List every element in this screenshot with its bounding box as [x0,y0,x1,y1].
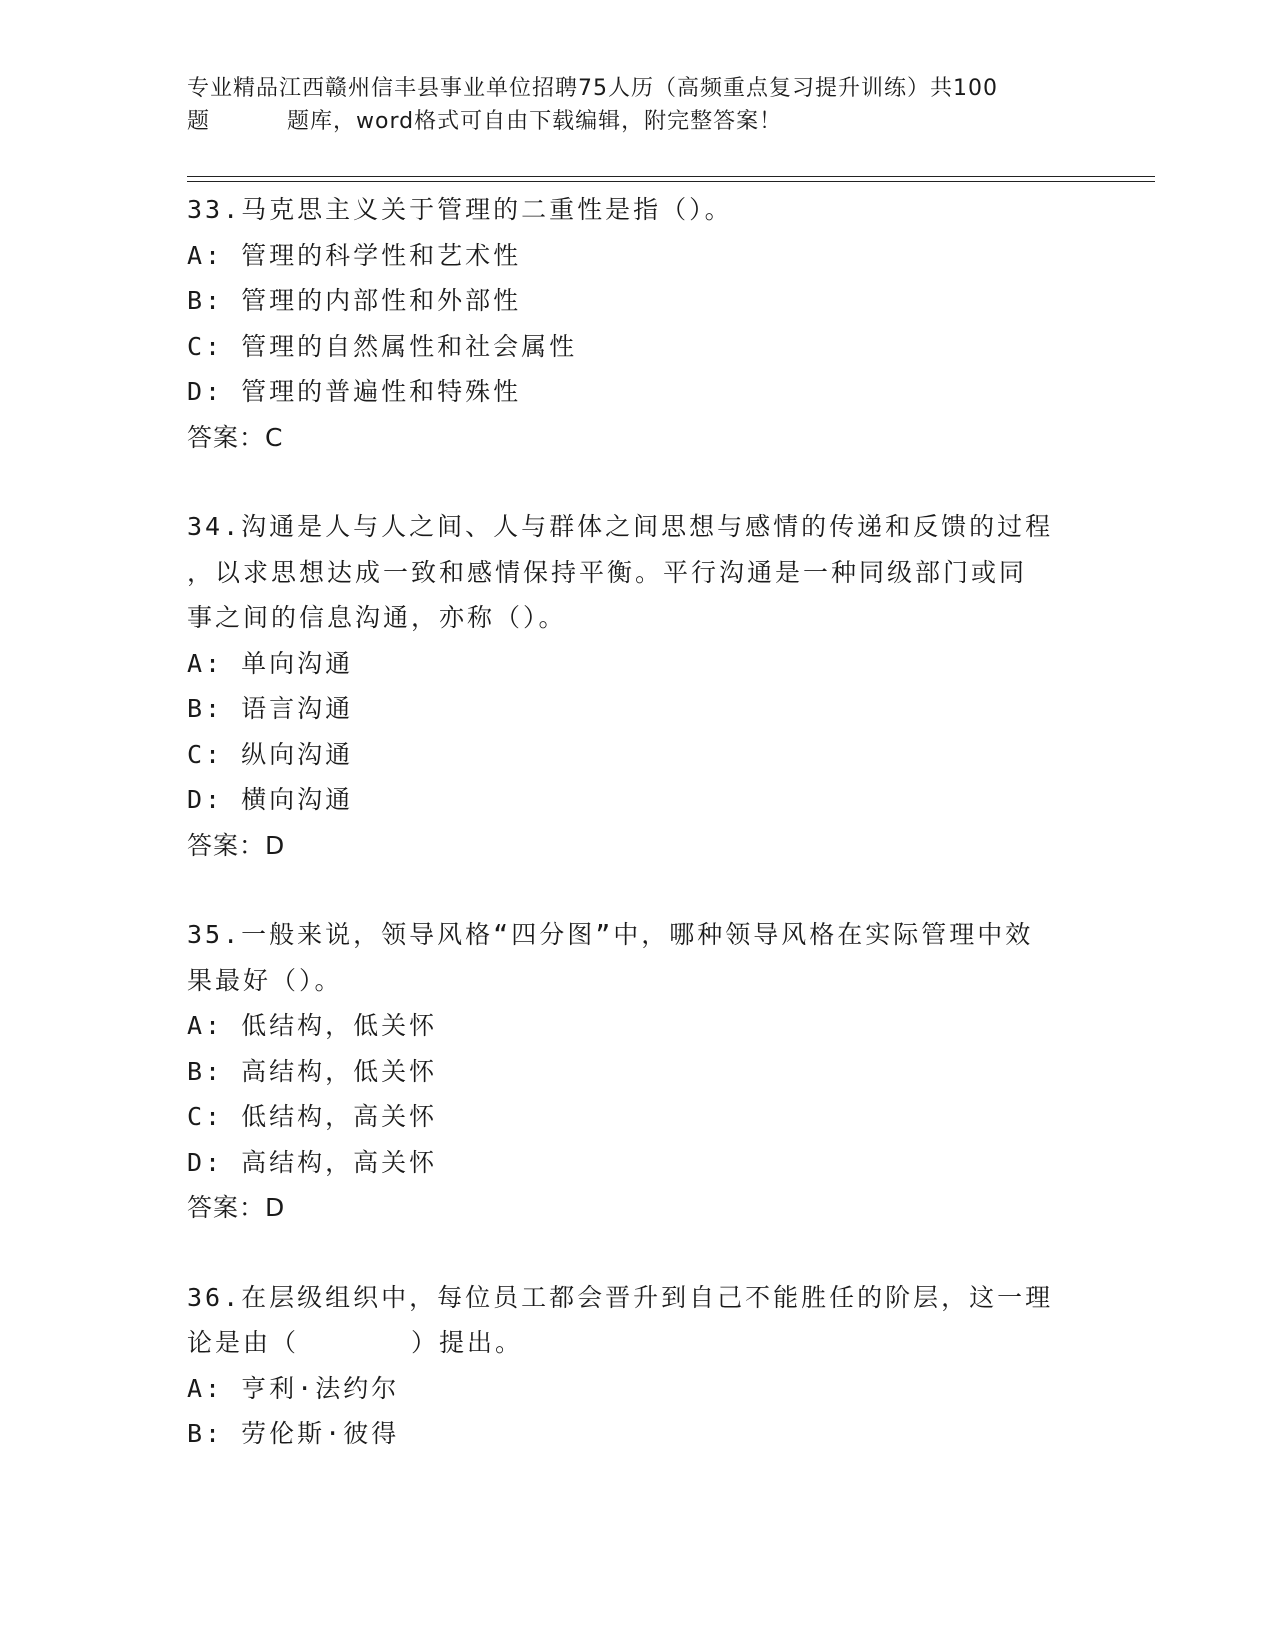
option-c: C: 管理的自然属性和社会属性 [187,331,578,361]
answer: 答案：D [187,830,286,860]
question-text-line-3: 事之间的信息沟通，亦称（）。 [187,603,567,632]
document-header [187,72,1087,138]
option-a: A: 管理的科学性和艺术性 [187,240,522,270]
header-title-line-2-rest: 题库，word格式可自由下载编辑，附完整答案！ [287,109,783,134]
option-a: A: 单向沟通 [187,648,354,678]
question-text-line-1: 35.一般来说，领导风格“四分图”中，哪种领导风格在实际管理中效 [187,920,1034,949]
question-text: 33.马克思主义关于管理的二重性是指（）。 [187,195,733,224]
question-34 [187,504,1087,868]
option-a: A: 低结构，低关怀 [187,1011,438,1040]
header-divider-top [187,176,1155,177]
header-title-line-2 [187,105,1087,138]
answer: 答案：C [187,422,284,452]
option-b: B: 劳伦斯·彼得 [187,1419,400,1448]
question-text-line-2: 果最好（）。 [187,965,343,995]
question-list [187,187,1087,1501]
question-text-line-1: 34.沟通是人与人之间、人与群体之间思想与感情的传递和反馈的过程 [187,512,1054,541]
option-b: B: 语言沟通 [187,694,354,723]
option-a: A: 亨利·法约尔 [187,1373,400,1403]
header-title-line-1: 专业精品江西赣州信丰县事业单位招聘75人历（高频重点复习提升训练）共100 [187,76,998,101]
option-d: D: 高结构，高关怀 [187,1147,438,1177]
question-33 [187,187,1087,460]
option-d: D: 管理的普遍性和特殊性 [187,377,522,406]
question-36 [187,1275,1087,1457]
question-text-line-2: ，以求思想达成一致和感情保持平衡。平行沟通是一种同级部门或同 [187,557,1028,587]
option-b: B: 管理的内部性和外部性 [187,286,522,315]
option-b: B: 高结构，低关怀 [187,1056,438,1086]
option-c: C: 纵向沟通 [187,739,354,769]
question-35 [187,912,1087,1231]
header-title-line-2-lead: 题 [187,109,211,134]
question-text-line-2: 论是由（ ）提出。 [187,1328,524,1357]
option-d: D: 横向沟通 [187,785,354,814]
answer: 答案：D [187,1193,286,1222]
header-divider-bottom [187,181,1155,182]
option-c: C: 低结构，高关怀 [187,1102,438,1131]
question-text-line-1: 36.在层级组织中，每位员工都会晋升到自己不能胜任的阶层，这一理 [187,1282,1054,1312]
